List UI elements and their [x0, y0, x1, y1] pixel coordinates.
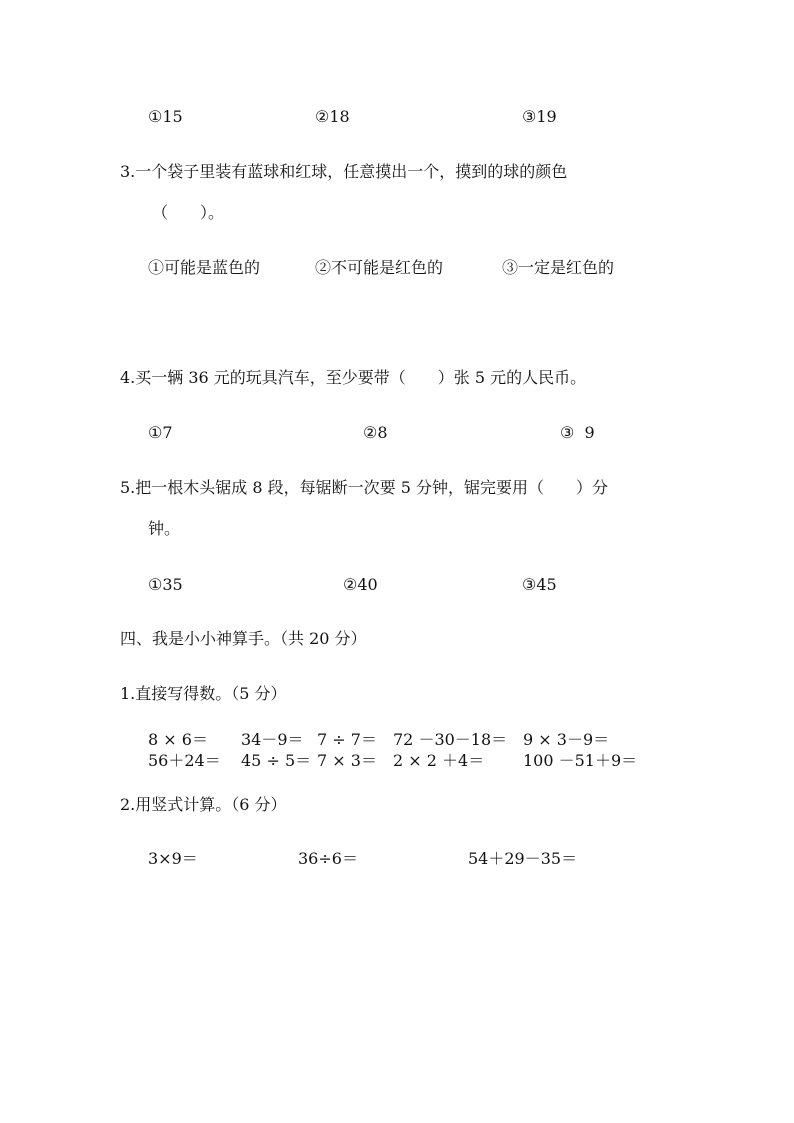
q4-option-1: ①7	[148, 423, 173, 442]
calc-1-5: 9 × 3－9＝	[523, 730, 610, 749]
calc-2-3: 7 × 3＝	[317, 751, 377, 770]
q5-option-3: ③45	[522, 575, 557, 594]
vertical-calc-3: 54＋29－35＝	[468, 849, 578, 868]
calc-1-1: 8 × 6＝	[148, 730, 208, 749]
calc-2-5: 100 －51＋9＝	[523, 751, 638, 770]
calc-2-1: 56＋24＝	[148, 751, 221, 770]
q5-text-line1: 5.把一根木头锯成 8 段，每锯断一次要 5 分钟，锯完要用（ ）分	[120, 478, 608, 497]
calc-2-4: 2 × 2 ＋4＝	[393, 751, 485, 770]
part-1-title: 1.直接写得数。（5 分）	[120, 684, 287, 703]
q4-option-2: ②8	[363, 423, 388, 442]
calc-1-4: 72 －30－18＝	[393, 730, 508, 749]
q5-option-1: ①35	[148, 575, 183, 594]
q3-option-1: ①可能是蓝色的	[148, 258, 261, 277]
q2-option-1: ①15	[148, 107, 183, 126]
q4-text: 4.买一辆 36 元的玩具汽车，至少要带（ ）张 5 元的人民币。	[120, 368, 587, 387]
q5-option-2: ②40	[343, 575, 378, 594]
q3-option-3: ③一定是红色的	[502, 258, 615, 277]
part-2-title: 2.用竖式计算。（6 分）	[120, 795, 287, 814]
q3-text-line2: （ ）。	[152, 203, 225, 222]
section-4-title: 四、我是小小神算手。（共 20 分）	[120, 629, 367, 648]
q3-option-2: ②不可能是红色的	[315, 258, 444, 277]
q2-option-2: ②18	[315, 107, 350, 126]
q5-text-line2: 钟。	[148, 519, 181, 538]
vertical-calc-2: 36÷6＝	[298, 849, 358, 868]
calc-1-3: 7 ÷ 7＝	[317, 730, 377, 749]
q3-text-line1: 3.一个袋子里装有蓝球和红球，任意摸出一个，摸到的球的颜色	[120, 162, 568, 181]
calc-2-2: 45 ÷ 5＝	[241, 751, 312, 770]
vertical-calc-1: 3×9＝	[148, 849, 198, 868]
calc-1-2: 34－9＝	[241, 730, 304, 749]
q2-option-3: ③19	[522, 107, 557, 126]
q4-option-3: ③ 9	[560, 423, 595, 442]
